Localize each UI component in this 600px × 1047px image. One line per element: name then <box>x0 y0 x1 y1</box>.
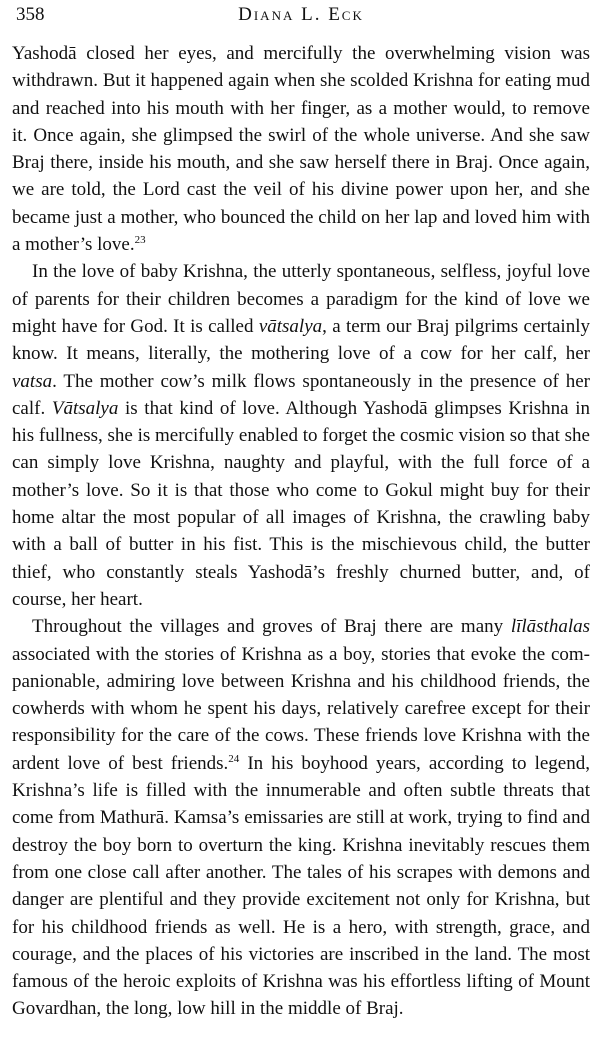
paragraph-text: . The mother cow’s milk flows spontaneously in the presence of her calf. <box>12 370 590 419</box>
paragraph-text: associated with the stories of Krishna as a boy, stories that evoke the companionable, admiring love between Krishna and his childhood friends, the cowherds with whom he spent his days, relatively carefree except for their responsibility for the care of the cows. These friends love Krishna with the ardent love of best friends. <box>12 643 590 774</box>
paragraph-text: In the love of baby Krishna, the utterly spontaneous, selfless, joyful love of parents for their children becomes a paradigm for the kind of love we might have for God. It is called <box>12 261 590 337</box>
running-head: Diana L. Eck <box>238 4 364 25</box>
footnote-ref-24: 24 <box>228 752 240 765</box>
paragraph-text: Yashodā closed her eyes, and mercifully the overwhelming vision was withdrawn. But it happened again when she scolded Krishna for eating mud and reached into his mouth with her finger, as a mother would, to remove it. Once again, she glimpsed the swirl of the whole universe. And she saw Braj there, inside his mouth, and she saw herself there in Braj. Once again, we are told, the Lord cast the veil of his divine power upon her, and she became just a mother, who bounced the child on her lap and loved him with a mother’s love. <box>12 43 590 256</box>
paragraph-3 <box>12 613 590 1022</box>
term-lilasthalas: līlāsthalas <box>510 616 590 638</box>
paragraph-text: Throughout the villages and groves of Braj there are many <box>32 616 511 638</box>
term-vatsalya: vātsalya <box>258 315 323 337</box>
paragraph-text: is that kind of love. Although Yashodā glimpses Krishna in his fullness, she is mercifully enabled to forget the cosmic vision so that she can simply love Krishna, naughty and playful, with the full force of a mother’s love. So it is that those who come to Gokul might buy for their home altar the most popular of all images of Krishna, the crawling baby with a ball of butter in his fist. This is the mischievous child, the butter thief, who constantly steals Yashodā’s freshly churned butter, and, of course, her heart. <box>12 397 590 610</box>
term-vatsalya-2: Vātsalya <box>51 397 119 419</box>
page-number: 358 <box>16 4 45 25</box>
paragraph-2 <box>12 258 590 613</box>
paragraph-text: In his boyhood years, according to legend, Krishna’s life is filled with the innumerable and often subtle threats that come from Mathurā. Kamsa’s emissaries are still at work, trying to find and destroy the boy born to overturn the king. Krishna inevitably rescues them from one close call after another. The tales of his scrapes with demons and danger are plentiful and they provide excitement not only for Krishna, but for his childhood friends as well. He is a hero, with strength, grace, and courage, and the places of his victories are inscribed in the land. The most famous of the heroic exploits of Krishna was his effortless lifting of Mount Govardhan, the long, low hill in the middle of Braj. <box>12 752 590 1020</box>
page-header <box>12 0 590 40</box>
term-vatsa: vatsa <box>12 370 53 392</box>
paragraph-text: , a term our Braj pilgrims certainly know. It means, literally, the mothering love of a cow for her calf, her <box>12 315 590 365</box>
footnote-ref-23: 23 <box>134 234 146 247</box>
paragraph-1 <box>12 40 590 258</box>
